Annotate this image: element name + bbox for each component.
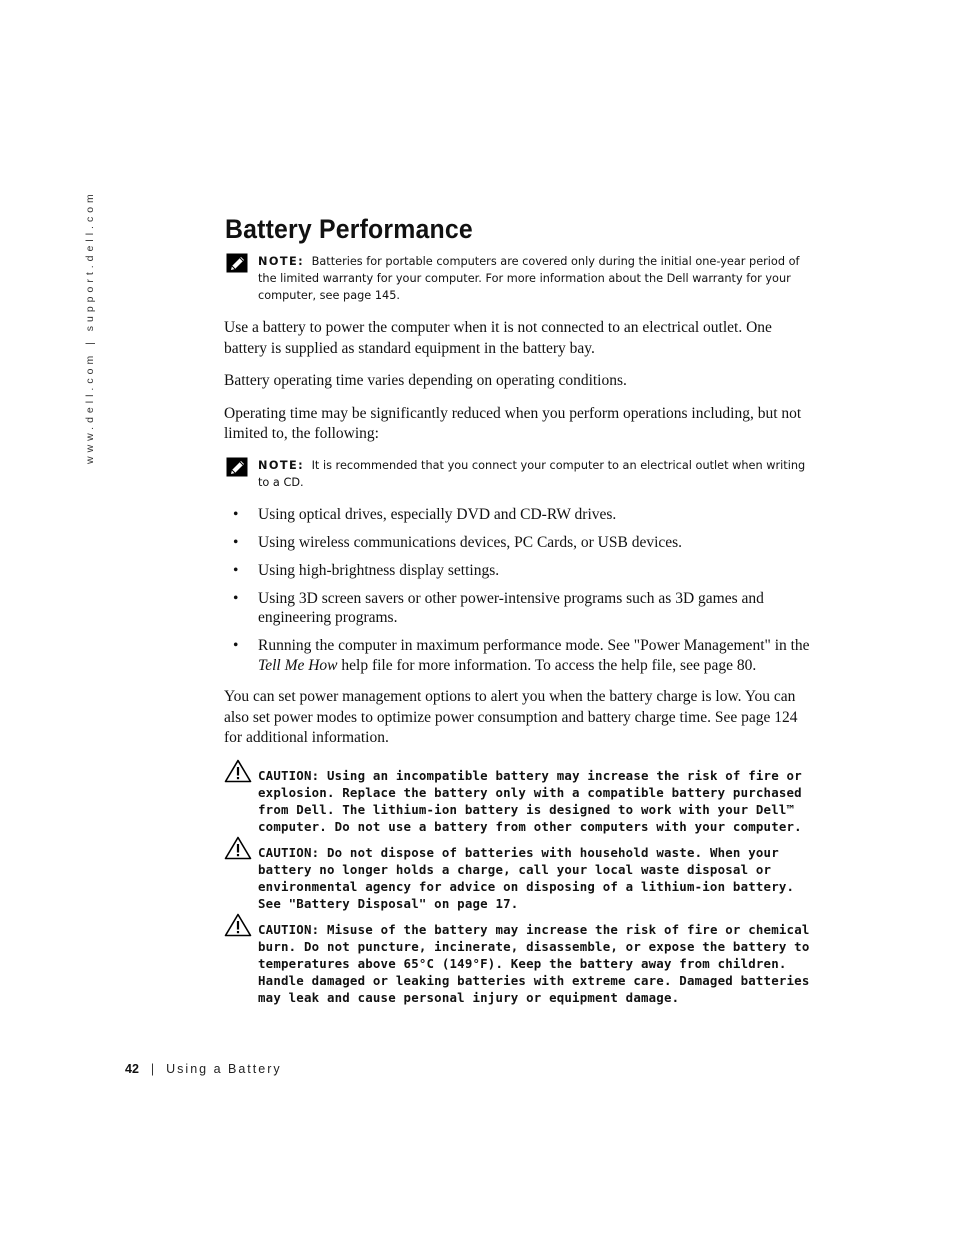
list-item: • Using wireless communications devices, PC Cards, or USB devices. [233,533,683,551]
caution-label: CAUTION: [258,844,320,860]
paragraph-power-management: You can set power management options to alert you when the battery charge is low. You can also set power modes to optimize power consumption and battery charge time. See page 124 for additional information. [224,688,798,746]
page-footer [125,1062,282,1076]
note-cd-writing [224,457,814,491]
caution-misuse [224,921,814,1006]
note-warranty [224,253,814,304]
note-label: NOTE: [258,458,304,472]
pencil-note-icon [226,253,248,273]
note-label: NOTE: [258,255,304,268]
warning-triangle-icon [224,913,252,937]
caution-text: Using an incompatible battery may increase the risk of fire or explosion. Replace the battery only with a compatible battery purchased from Dell. The lithium-ion battery is designed to work with your Dell™ computer. Do not use a battery from other computers with your computer. [258,767,802,834]
page-number: 42 [125,1062,139,1076]
footer-section-title: Using a Battery [166,1062,282,1076]
side-url-text: www.dell.com | support.dell.com [84,190,96,464]
list-item: • Running the computer in maximum performance mode. See "Power Management" in the Tell Me How help file for more information. To access the help file, see page 80. [233,637,810,674]
page-title: Battery Performance [225,214,473,244]
caution-incompatible-battery [224,767,814,835]
paragraph-operating-time: Battery operating time varies depending on operating conditions. [224,372,627,389]
caution-text: Misuse of the battery may increase the risk of fire or chemical burn. Do not puncture, incinerate, disassemble, or expose the battery to temperatures above 65°C (149°F). Keep the battery away from children. Handle damaged or leaking batteries with extreme care. Damaged batteries may leak and cause personal injury or equipment damage. [258,921,810,1005]
paragraph-reduced-time: Operating time may be significantly reduced when you perform operations including, but not limited to, the following: [224,404,802,442]
paragraph-battery-use: Use a battery to power the computer when it is not connected to an electrical outlet. One battery is supplied as standard equipment in the battery bay. [224,319,772,357]
list-item: • Using 3D screen savers or other power-intensive programs such as 3D games and engineering programs. [233,589,764,626]
caution-text: Do not dispose of batteries with household waste. When your battery no longer holds a charge, call your local waste disposal or environmental agency for advice on disposing of a lithium-ion battery. See "Battery Disposal" on page 17. [258,844,795,911]
note-text: It is recommended that you connect your computer to an electrical outlet when writing to a CD. [258,458,806,489]
caution-label: CAUTION: [258,921,320,937]
operations-list [224,505,814,676]
list-item: • Using optical drives, especially DVD and CD-RW drives. [233,505,617,523]
caution-label: CAUTION: [258,767,320,783]
warning-triangle-icon [224,759,252,783]
page-content [224,214,814,1015]
warning-triangle-icon [224,836,252,860]
help-file-name: Tell Me How [258,656,338,674]
caution-disposal [224,844,814,912]
note-text: Batteries for portable computers are covered only during the initial one-year period of the limited warranty for your computer. For more information about the Dell warranty for your computer, see page 145. [258,255,800,302]
footer-separator: | [150,1062,155,1076]
pencil-note-icon [226,457,248,477]
list-item: • Using high-brightness display settings. [233,561,500,579]
